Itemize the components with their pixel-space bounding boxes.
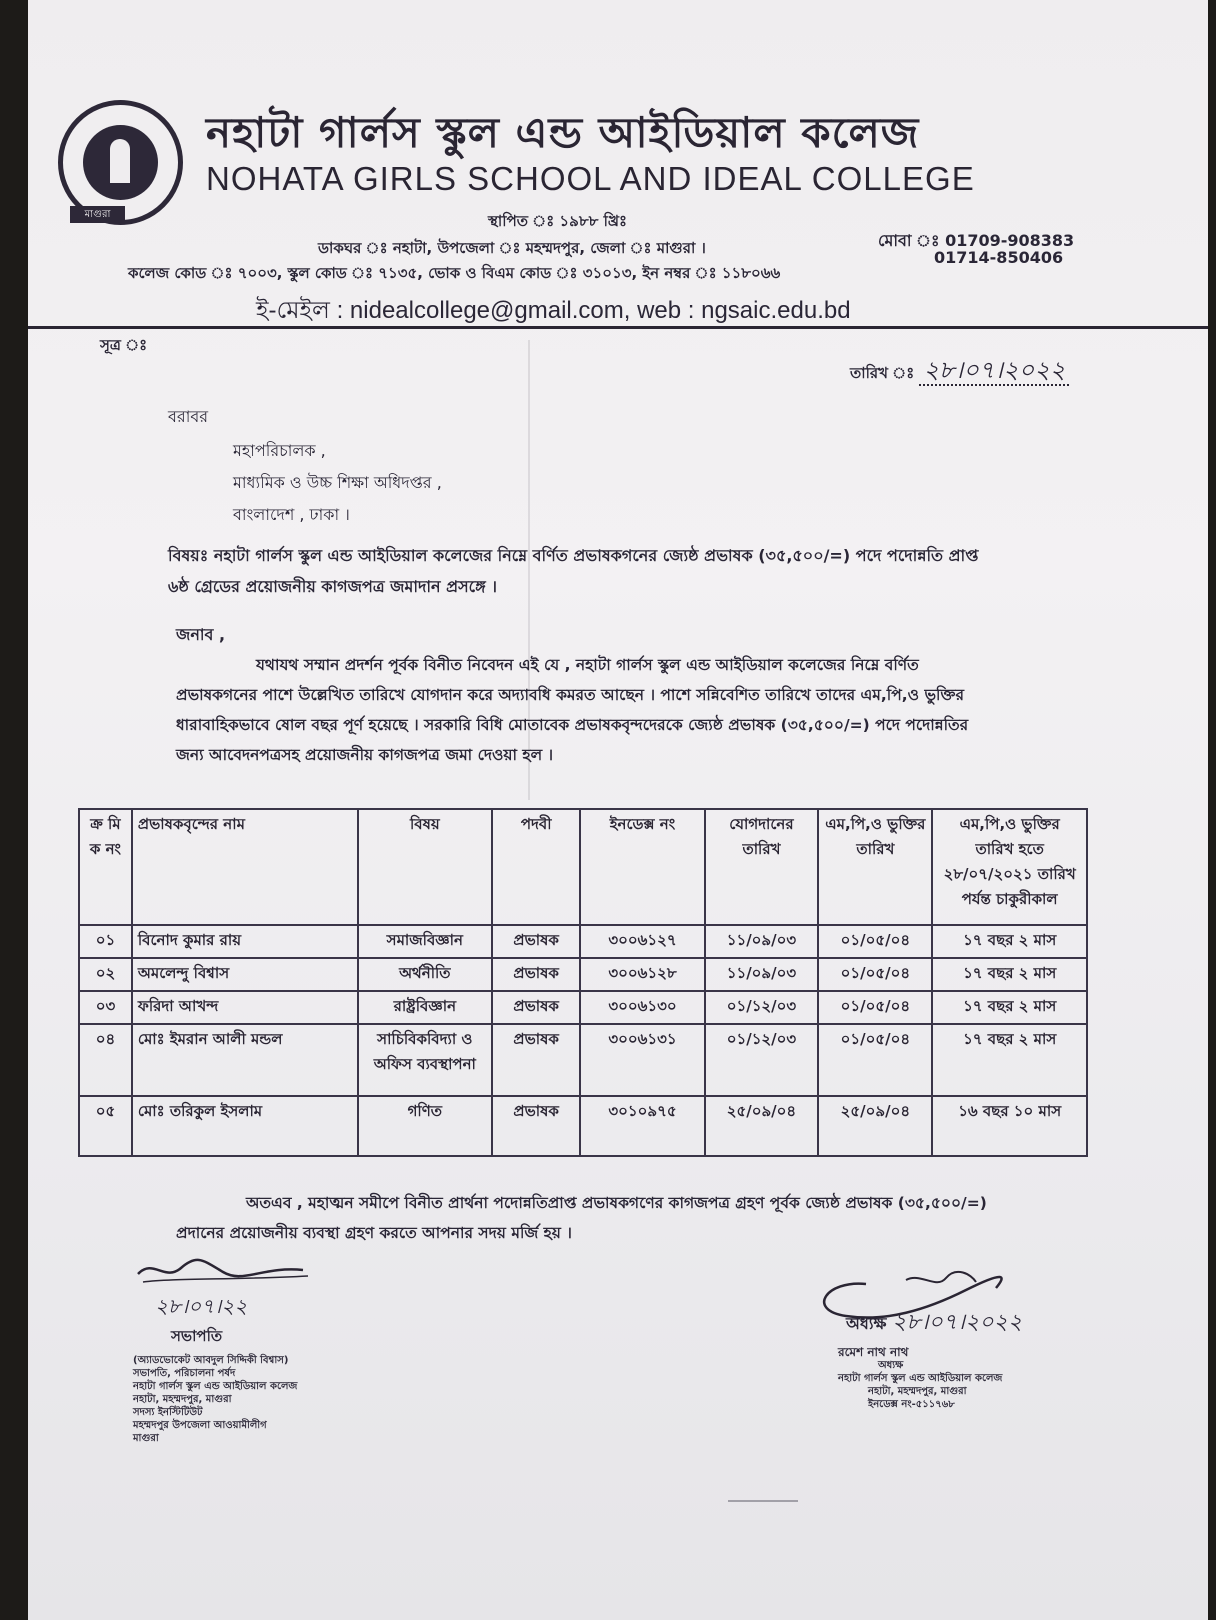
letter-date bbox=[850, 352, 1069, 392]
stamp-line: সভাপতি, পরিচালনা পর্ষদ bbox=[133, 1368, 236, 1379]
cell-mpo-date: ০১/০৫/০৪ bbox=[818, 925, 932, 958]
cell-designation: প্রভাষক bbox=[492, 1024, 580, 1096]
stamp-line: সদস্য ইনস্টিটিউট bbox=[133, 1407, 203, 1418]
table-row bbox=[79, 1096, 1087, 1156]
cell-index: ৩০০৬১২৮ bbox=[580, 958, 704, 991]
cell-subject: সাচিবিকবিদ্যা ও অফিস ব্যবস্থাপনা bbox=[358, 1024, 492, 1096]
col-joining-date: যোগদানের তারিখ bbox=[705, 809, 819, 925]
recipient-line-3: বাংলাদেশ , ঢাকা । bbox=[233, 505, 350, 524]
col-serial: ক্র মি ক নং bbox=[79, 809, 132, 925]
logo-ribbon-text: মাগুরা bbox=[70, 206, 125, 223]
president-stamp bbox=[133, 1354, 363, 1445]
principal-signature-block bbox=[806, 1270, 1126, 1410]
cell-designation: প্রভাষক bbox=[492, 991, 580, 1024]
cell-service-length: ১৭ বছর ২ মাস bbox=[932, 925, 1087, 958]
college-title-english: NOHATA GIRLS SCHOOL AND IDEAL COLLEGE bbox=[206, 160, 975, 197]
president-sign-date: ২৮।০৭।২২ bbox=[155, 1294, 248, 1318]
col-subject: বিষয় bbox=[358, 809, 492, 925]
cell-name: বিনোদ কুমার রায় bbox=[132, 925, 358, 958]
subject-line: বিষয়ঃ নহাটা গার্লস স্কুল এন্ড আইডিয়াল কলেজের নিম্নে বর্ণিত প্রভাষকগনের জ্যেষ্ঠ প্রভাষক (৩৫,৫০০/=) পদে পদোন্নতি প্রাপ্ত ৬ষ্ঠ গ্রেডের প্রয়োজনীয় কাগজপত্র জমাদান প্রসঙ্গে । bbox=[168, 546, 979, 596]
president-signature-block bbox=[133, 1252, 363, 1445]
closing-paragraph: অতএব , মহাত্মন সমীপে বিনীত প্রার্থনা পদোন্নতিপ্রাপ্ত প্রভাষকগণের কাগজপত্র গ্রহণ পূর্বক জ্যেষ্ঠ প্রভাষক (৩৫,৫০০/=) প্রদানের প্রয়োজনীয় ব্যবস্থা গ্রহণ করতে আপনার সদয় মর্জি হয় । bbox=[176, 1194, 987, 1242]
cell-service-length: ১৬ বছর ১০ মাস bbox=[932, 1096, 1087, 1156]
cell-serial: ০৫ bbox=[79, 1096, 132, 1156]
college-title-bangla: নহাটা গার্লস স্কুল এন্ড আইডিয়াল কলেজ bbox=[206, 108, 920, 157]
cell-subject: রাষ্ট্রবিজ্ঞান bbox=[358, 991, 492, 1024]
cell-subject: গণিত bbox=[358, 1096, 492, 1156]
cell-designation: প্রভাষক bbox=[492, 925, 580, 958]
table-row bbox=[79, 958, 1087, 991]
stamp-line: নহাটা, মহম্মদপুর, মাগুরা bbox=[133, 1394, 232, 1405]
salutation: জনাব , bbox=[176, 625, 226, 644]
cell-serial: ০৪ bbox=[79, 1024, 132, 1096]
cell-service-length: ১৭ বছর ২ মাস bbox=[932, 991, 1087, 1024]
cell-joining-date: ০১/১২/০৩ bbox=[705, 1024, 819, 1096]
stamp-line: নহাটা, মহম্মদপুর, মাগুরা bbox=[868, 1386, 967, 1397]
table-row bbox=[79, 1024, 1087, 1096]
letter-page bbox=[28, 0, 1208, 1620]
cell-serial: ০২ bbox=[79, 958, 132, 991]
stamp-line: (অ্যাডভোকেট আবদুল সিদ্দিকী বিশ্বাস) bbox=[133, 1355, 289, 1366]
cell-serial: ০১ bbox=[79, 925, 132, 958]
cell-name: ফরিদা আখন্দ bbox=[132, 991, 358, 1024]
cell-joining-date: ০১/১২/০৩ bbox=[705, 991, 819, 1024]
body-paragraph: যথাযথ সম্মান প্রদর্শন পূর্বক বিনীত নিবেদন এই যে , নহাটা গার্লস স্কুল এন্ড আইডিয়াল কলেজের নিম্নে বর্ণিত প্রভাষকগনের পাশে উল্লেখিত তারিখে যোগদান করে অদ্যাবধি কমরত আছেন । পাশে সন্নিবেশিত তারিখে তাদের এম,পি,ও ভুক্তির ধারাবাহিকভাবে ষোল বছর পূর্ণ হয়েছে । সরকারি বিধি মোতাবেক প্রভাষকবৃন্দদেরকে জ্যেষ্ঠ প্রভাষক (৩৫,৫০০/=) পদে পদোন্নতির জন্য আবেদনপত্রসহ প্রয়োজনীয় কাগজপত্র জমা দেওয়া হল । bbox=[176, 656, 969, 764]
col-name: প্রভাষকবৃন্দের নাম bbox=[132, 809, 358, 925]
reference-label: সূত্র ঃ bbox=[100, 336, 148, 354]
recipient-line-2: মাধ্যমিক ও উচ্চ শিক্ষা অধিদপ্তর , bbox=[233, 473, 442, 492]
date-label: তারিখ ঃ bbox=[850, 364, 915, 382]
mobile-number-1: মোবা ঃ 01709-908383 bbox=[878, 231, 1075, 250]
principal-sign-date: ২৮।০৭।২০২২ bbox=[892, 1310, 1023, 1335]
president-title: সভাপতি bbox=[171, 1327, 223, 1345]
cell-service-length: ১৭ বছর ২ মাস bbox=[932, 1024, 1087, 1096]
recipient-to: বরাবর bbox=[168, 407, 209, 426]
footer-mark bbox=[728, 1500, 798, 1502]
cell-designation: প্রভাষক bbox=[492, 958, 580, 991]
president-signature bbox=[133, 1252, 363, 1292]
cell-index: ৩০০৬১৩১ bbox=[580, 1024, 704, 1096]
stamp-line: রমেশ নাথ নাথ bbox=[838, 1345, 909, 1359]
institution-codes: কলেজ কোড ঃ ৭০০৩, স্কুল কোড ঃ ৭১৩৫, ভোক ও বিএম কোড ঃ ৩১০১৩, ইন নম্বর ঃ ১১৮০৬৬ bbox=[128, 264, 781, 282]
recipient-line-1: মহাপরিচালক , bbox=[233, 441, 326, 460]
cell-mpo-date: ০১/০৫/০৪ bbox=[818, 958, 932, 991]
cell-subject: সমাজবিজ্ঞান bbox=[358, 925, 492, 958]
col-designation: পদবী bbox=[492, 809, 580, 925]
cell-serial: ০৩ bbox=[79, 991, 132, 1024]
cell-joining-date: ১১/০৯/০৩ bbox=[705, 925, 819, 958]
mobile-number-2: 01714-850406 bbox=[934, 248, 1064, 267]
cell-name: অমলেন্দু বিশ্বাস bbox=[132, 958, 358, 991]
principal-title: অধ্যক্ষ bbox=[846, 1314, 887, 1333]
email-and-web: ই-মেইল : nidealcollege@gmail.com, web : ngsaic.edu.bd bbox=[256, 297, 851, 324]
cell-joining-date: ২৫/০৯/০৪ bbox=[705, 1096, 819, 1156]
stamp-line: মাগুরা bbox=[133, 1433, 159, 1444]
table-row bbox=[79, 991, 1087, 1024]
col-mpo-date: এম,পি,ও ভুক্তির তারিখ bbox=[818, 809, 932, 925]
cell-joining-date: ১১/০৯/০৩ bbox=[705, 958, 819, 991]
cell-service-length: ১৭ বছর ২ মাস bbox=[932, 958, 1087, 991]
cell-index: ৩০০৬১৩০ bbox=[580, 991, 704, 1024]
stamp-line: নহাটা গার্লস স্কুল এন্ড আইডিয়াল কলেজ bbox=[838, 1373, 1003, 1384]
col-index: ইনডেক্স নং bbox=[580, 809, 704, 925]
header-divider bbox=[28, 326, 1208, 329]
stamp-line: ইনডেক্স নং-৫১১৭৬৮ bbox=[868, 1399, 955, 1410]
table-header-row bbox=[79, 809, 1087, 925]
cell-index: ৩০০৬১২৭ bbox=[580, 925, 704, 958]
table-row bbox=[79, 925, 1087, 958]
stamp-line: নহাটা গার্লস স্কুল এন্ড আইডিয়াল কলেজ bbox=[133, 1381, 298, 1392]
cell-subject: অর্থনীতি bbox=[358, 958, 492, 991]
stamp-line: অধ্যক্ষ bbox=[878, 1360, 904, 1371]
cell-mpo-date: ২৫/০৯/০৪ bbox=[818, 1096, 932, 1156]
stamp-line: মহম্মদপুর উপজেলা আওয়ামীলীগ bbox=[133, 1420, 267, 1431]
established-year: স্থাপিত ঃ ১৯৮৮ খ্রিঃ bbox=[488, 212, 628, 230]
cell-index: ৩০১০৯৭৫ bbox=[580, 1096, 704, 1156]
lecturer-table bbox=[78, 808, 1088, 1157]
principal-title-line bbox=[846, 1305, 1022, 1342]
cell-mpo-date: ০১/০৫/০৪ bbox=[818, 1024, 932, 1096]
col-service-length: এম,পি,ও ভুক্তির তারিখ হতে ২৮/০৭/২০২১ তারিখ পর্যন্ত চাকুরীকাল bbox=[932, 809, 1087, 925]
date-value: ২৮।০৭।২০২২ bbox=[919, 356, 1069, 386]
postal-address: ডাকঘর ঃ নহাটা, উপজেলা ঃ মহম্মদপুর, জেলা ঃ মাগুরা । bbox=[318, 239, 706, 257]
cell-name: মোঃ তরিকুল ইসলাম bbox=[132, 1096, 358, 1156]
cell-designation: প্রভাষক bbox=[492, 1096, 580, 1156]
cell-name: মোঃ ইমরান আলী মন্ডল bbox=[132, 1024, 358, 1096]
principal-stamp bbox=[838, 1346, 1002, 1411]
cell-mpo-date: ০১/০৫/০৪ bbox=[818, 991, 932, 1024]
